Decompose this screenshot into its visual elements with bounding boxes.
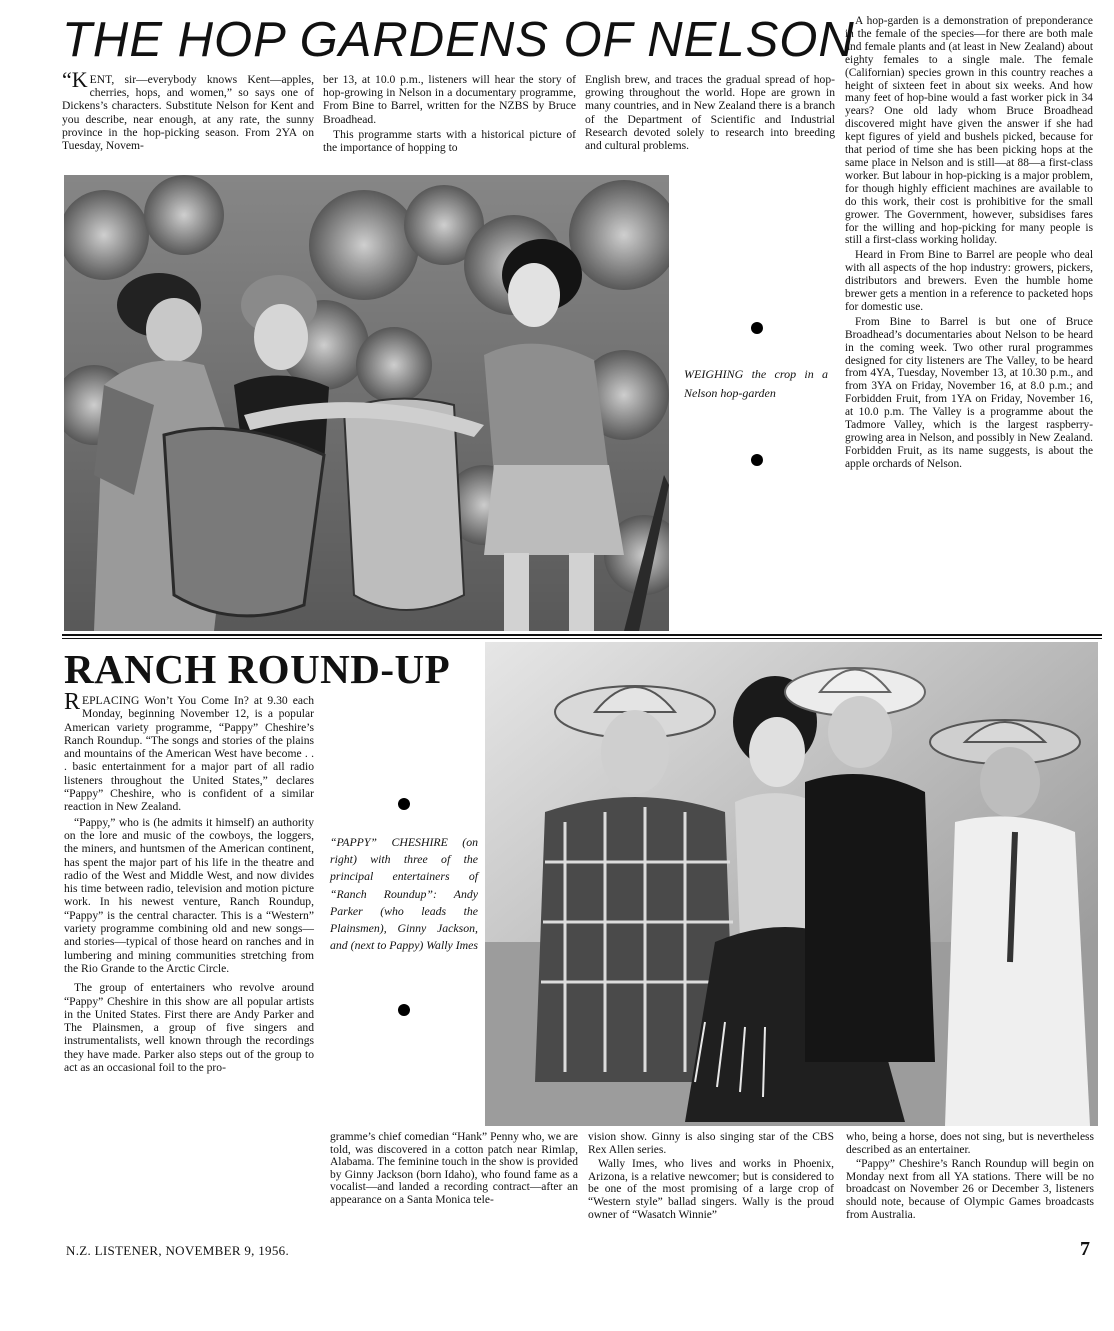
ranch-dropcap: R [64, 689, 81, 715]
ranch-caption-bullet-top [398, 798, 410, 810]
hop-col4-para-1: A hop-garden is a demonstration of preponderance in the female of the species—for there are both male and female plants and (at least in New Zealand) about eighty females to a single male. The female (Californian) species grown in this country reaches a height of sixteen feet in about six weeks. And how many feet of hop-bine would a fast worker pick in 34 years? One old lady whom Bruce Broadhead discovered might have given the answer if she had kept figures of yield and bushels picked, because for that period of time she has been picking hops at the same place in Nelson and is still—at 88—a first-class worker. But labour in hop-picking is a major problem, for though highly efficient machines are available to do this work, their cost is prohibitive for the small grower. The Government, however, subsidises fares for the willing and hop-picking for many people is still a first-class working holiday. [845, 15, 1093, 247]
hop-col1-text: ENT, sir—everybody knows Kent—apples, cherries, hops, and women,” so says one of Dickens’s characters. Substitute Nelson for Kent and you describe, near enough, at any rate, the sunny province in the hop-picking season. From 2YA on Tuesday, Novem- [62, 73, 314, 153]
ranch-column-3 [588, 1131, 834, 1221]
section-divider [62, 634, 1102, 636]
ranch-roundup-photo [485, 642, 1098, 1126]
hop-column-4 [845, 15, 1093, 471]
ranch-article-title: RANCH ROUND-UP [64, 646, 451, 692]
page-number: 7 [1080, 1238, 1090, 1260]
hop-column-1 [62, 67, 314, 153]
hop-col2-para-1: ber 13, at 10.0 p.m., listeners will hear the story of hop-growing in Nelson in a documentary programme, From Bine to Barrel, written for the NZBS by Bruce Broadhead. [323, 73, 576, 126]
hop-col4-para-3: From Bine to Barrel is but one of Bruce Broadhead’s documentaries about Nelson to be heard in the coming week. Two other rural programmes designed for city listeners are The Valley, to be heard from 4YA, Tuesday, November 13, at 10.30 p.m., and from 3YA on Friday, November 16, at 8.0 p.m.; and Forbidden Fruit, from 1YA on Friday, November 16, at 10.0 p.m. The Valley is a programme about the Tadmore Valley, which is the largest raspberry-growing area in Nelson, and possibly in New Zealand. Forbidden Fruit, as its name suggests, is about the apple orchards of Nelson. [845, 315, 1094, 470]
hop-caption-bullet-bottom [751, 454, 763, 466]
hop-col2-para-2: This programme starts with a historical picture of the importance of hopping to [323, 127, 576, 155]
section-divider-thin [62, 638, 1102, 639]
ranch-col2-text: gramme’s chief comedian “Hank” Penny who, we are told, was discovered in a cotton patch near Rimlap, Alabama. The feminine touch in the show is provided by Ginny Jackson (born Idaho), who found fame as a vocalist—and landed a recording contract—after an appearance on a Santa Monica tele- [330, 1131, 578, 1206]
hop-article-title: THE HOP GARDENS OF NELSON [62, 13, 855, 67]
hop-col4-para-2: Heard in From Bine to Barrel are people who deal with all aspects of the hop industry: growers, pickers, distributors and brewers. Even the humble home brewer gets a mention in a reference to packeted hops for domestic use. [845, 249, 1093, 313]
ranch-column-1 [64, 689, 314, 1075]
hop-caption-bullet-top [751, 322, 763, 334]
ranch-col3-para-2: Wally Imes, who lives and works in Phoenix, Arizona, is a relative newcomer; but is considered to be one of the most promising of a large crop of “Western style” ballad singers. Wally is the proud owner of “Wasatch Winnie” [588, 1158, 834, 1221]
ranch-col4-para-2: “Pappy” Cheshire’s Ranch Roundup will begin on Monday next from all YA stations. There will be no broadcast on November 26 or December 3, listeners should note, because of Olympic Games broadcasts from Australia. [846, 1158, 1094, 1221]
hop-col3-text: English brew, and traces the gradual spread of hop-growing throughout the world. Hope are grown in many countries, and in New Zealand there is a branch of the Department of Scientific and Industrial Research devoted solely to research into breeding and cultural problems. [585, 73, 835, 153]
ranch-caption-bullet-bottom [398, 1004, 410, 1016]
ranch-column-4 [846, 1131, 1094, 1221]
hop-garden-photo [64, 175, 669, 631]
hop-photo-caption: WEIGHING the crop in a Nelson hop-garden [684, 367, 828, 400]
hop-column-3 [585, 73, 835, 152]
hop-dropcap: “K [62, 67, 88, 92]
hop-garden-illustration [64, 175, 669, 631]
ranch-roundup-illustration [485, 642, 1098, 1126]
ranch-col3-para-1: vision show. Ginny is also singing star of the CBS Rex Allen series. [588, 1131, 834, 1156]
footer-publication-line: N.Z. LISTENER, NOVEMBER 9, 1956. [66, 1243, 290, 1258]
ranch-col1-para-3: The group of entertainers who revolve around “Pappy” Cheshire in this show are all popular artists in the United States. First there are Andy Parker and The Plainsmen, a group of five singers and instrumentalists, well known through the recordings they have made. Parker also steps out of the group to act as an occasional foil to the pro- [64, 981, 314, 1075]
ranch-column-2 [330, 1131, 578, 1207]
ranch-col4-para-1: who, being a horse, does not sing, but is nevertheless described as an entertainer. [846, 1131, 1094, 1156]
ranch-photo-caption: “PAPPY” CHESHIRE (on right) with three of the principal entertainers of “Ranch Roundup”: Andy Parker (who leads the Plainsmen), Ginny Jackson, and (next to Pappy) Wally Imes [330, 835, 478, 953]
ranch-col1-para-1: EPLACING Won’t You Come In? at 9.30 each Monday, beginning November 12, is a popular American variety programme, “Pappy” Cheshire’s Ranch Roundup. “The songs and stories of the plains and mountains of the American West have become . . . basic entertainment for a major part of all radio listeners throughout the United States,” declares “Pappy” Cheshire, who is confident of a similar reaction in New Zealand. [64, 694, 314, 814]
ranch-col1-para-2: “Pappy,” who is (he admits it himself) an authority on the lore and music of the cowboys, the loggers, the miners, and huntsmen of the American continent, has spent the major part of his life in the theatre and radio of the West and Middle West, and now divides his time between radio, television and motion picture work. In his newest venture, Ranch Roundup, “Pappy” is the central character. This is a “Western” variety programme combining old and new songs—and stories—typical of those heard on ranches and in lumbering and mining communities stretching from the Rio Grande to the Arctic Circle. [64, 815, 314, 975]
hop-column-2 [323, 73, 576, 154]
